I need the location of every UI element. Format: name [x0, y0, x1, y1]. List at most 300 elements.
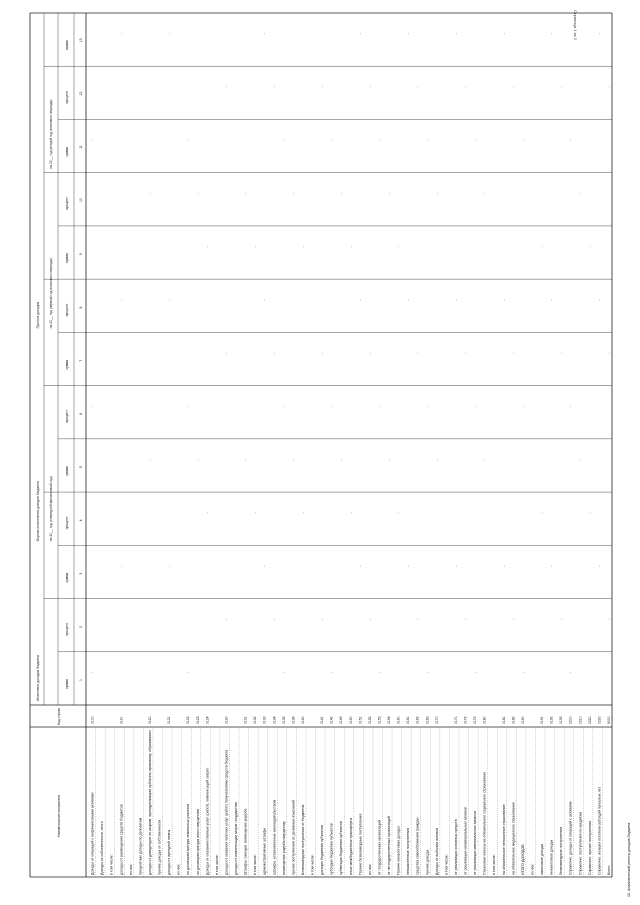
row-name: налоговые доходы	[540, 843, 545, 875]
header-column-number: 10	[79, 198, 83, 202]
header-column-number: 13	[79, 38, 83, 43]
row-code: 0162	[415, 716, 420, 724]
cell-value: -	[425, 139, 430, 141]
table-row	[215, 727, 220, 877]
row-name: Доходы от оказания платных услуг (работ), компенсаций затрат	[205, 768, 210, 875]
row-name: Прочие неналоговые доходы	[396, 826, 401, 875]
cell-value: -	[90, 139, 95, 141]
table-row	[311, 727, 316, 877]
cell-value: -	[195, 192, 200, 194]
header-next: Прогноз доходов	[36, 301, 40, 329]
cell-value: -	[434, 458, 439, 461]
cell-value: -	[578, 458, 583, 461]
cell-value: -	[540, 512, 545, 514]
row-code: 0192	[549, 716, 554, 724]
header-sum-pct: сумма	[65, 146, 69, 157]
cell-value: -	[587, 512, 592, 514]
table-row	[588, 245, 593, 877]
cell-value: -	[224, 352, 229, 354]
table-row	[358, 32, 363, 877]
header-sum-pct: процент	[65, 410, 69, 423]
header-code: Код строки	[57, 707, 61, 725]
header-column-number: 3	[79, 572, 83, 575]
row-name: прочие поступления от денежных взысканий	[291, 800, 296, 875]
cell-value: -	[406, 299, 411, 301]
row-name: административные штрафы	[262, 827, 267, 875]
cell-value: -	[463, 618, 468, 620]
row-code: 0124	[205, 716, 210, 724]
row-name: Справочно: возврат остатков субсидий прошлых лет	[597, 786, 602, 875]
header-sum-pct: процент	[65, 303, 69, 317]
cell-value: -	[205, 246, 210, 248]
table-row	[282, 139, 287, 877]
cell-value: -	[396, 512, 401, 514]
table-row	[177, 727, 182, 877]
header-sum-pct: сумма	[65, 679, 69, 690]
table-row	[91, 139, 96, 877]
cell-value: -	[559, 86, 564, 88]
row-name: на обязательное медицинское страхование	[511, 802, 516, 875]
cell-value: -	[377, 671, 382, 674]
row-name: Справочно: поступления по кредитам	[578, 812, 583, 875]
row-name: в том числе:	[214, 854, 219, 875]
cell-value: -	[167, 565, 172, 567]
cell-value: -	[367, 86, 372, 88]
table-row	[158, 727, 163, 877]
page-mark: Страница 1 из 2	[573, 10, 578, 40]
row-name: невыясненные поступления	[406, 828, 411, 875]
row-code: 0210	[578, 716, 583, 724]
table-row	[530, 727, 535, 877]
table-headers	[36, 38, 83, 837]
cell-value: -	[511, 618, 516, 620]
row-code: 9000	[607, 716, 611, 724]
row-name: из них:	[530, 863, 535, 875]
row-code: 0171	[453, 716, 458, 724]
row-code: 0141	[320, 716, 325, 724]
cell-value: -	[272, 86, 277, 88]
table-row	[473, 139, 478, 877]
row-name: по договорам аренды иного имущества	[195, 808, 200, 875]
cell-value: -	[434, 192, 439, 194]
header-plan: Оценка исполнения доходов бюджета	[36, 481, 40, 542]
row-name: возмещение ущерба имуществу	[281, 821, 286, 875]
cell-value: -	[501, 565, 506, 567]
cell-value: -	[549, 565, 554, 567]
row-code: 0150	[348, 716, 353, 724]
row-name: Безвозмездные поступления от бюджетов	[300, 804, 305, 875]
row-name: Всего	[607, 865, 611, 875]
row-code: 0190	[520, 716, 525, 724]
row-code: 0152	[367, 716, 372, 724]
cell-value: -	[520, 671, 525, 674]
row-name: в том числе:	[253, 854, 258, 875]
row-code: 0182	[511, 716, 516, 724]
cell-value: -	[482, 458, 487, 461]
header-sum-pct: процент	[65, 197, 69, 210]
row-code: 0132	[253, 716, 258, 724]
row-name: процентные доходы по депозитам	[138, 817, 143, 875]
row-name: штрафы, установленные законодательством	[272, 799, 277, 875]
cell-value: -	[482, 192, 487, 194]
cell-value: -	[549, 299, 554, 301]
cell-value: -	[348, 512, 353, 514]
cell-value: -	[387, 192, 392, 194]
header-column-number: 12	[79, 91, 83, 96]
header-name: Наименование показателя	[57, 794, 61, 837]
cell-value: -	[387, 458, 392, 461]
table-row	[597, 32, 602, 877]
cell-value: -	[243, 192, 248, 194]
cell-value: -	[559, 352, 564, 354]
header-column-number: 1	[79, 679, 83, 682]
cell-value: -	[425, 405, 430, 407]
cell-value: -	[540, 246, 545, 248]
row-code: 0230	[597, 716, 602, 724]
row-code: 0110	[119, 716, 124, 724]
header-column-number: 6	[79, 413, 83, 415]
cell-value: -	[607, 352, 611, 354]
row-name: иные межбюджетные трансферты	[348, 817, 353, 875]
row-name: доходы от арендной платы	[167, 829, 172, 875]
row-name: Справочно: доходы от операций с активами	[568, 801, 573, 875]
cell-value: -	[90, 671, 95, 674]
row-code: 0123	[195, 716, 200, 724]
header-sum-pct: сумма	[65, 253, 69, 264]
table-row	[110, 727, 115, 877]
header-sum-pct: сумма	[65, 359, 69, 370]
cell-value: -	[358, 33, 363, 35]
cell-value: -	[167, 33, 172, 35]
cell-value: -	[587, 246, 592, 248]
cell-value: -	[186, 405, 191, 407]
row-name: из них:	[367, 863, 372, 875]
cell-value: -	[272, 352, 277, 354]
cell-value: -	[597, 565, 602, 567]
table-row	[272, 86, 277, 877]
row-name: по договорам аренды земельных участков	[186, 803, 191, 875]
table-row	[129, 727, 134, 877]
table-row	[320, 86, 325, 877]
table-row	[464, 86, 469, 877]
row-name: от государственных организаций	[377, 820, 382, 875]
table-row	[502, 32, 507, 877]
cell-value: -	[377, 139, 382, 141]
table-rows	[91, 32, 612, 877]
table-row	[330, 139, 335, 877]
cell-value: -	[406, 565, 411, 567]
cell-value: -	[406, 33, 411, 35]
row-code: 0142	[329, 716, 334, 724]
cell-value: -	[281, 139, 286, 141]
row-name: Доходы от выбытия активов	[434, 827, 439, 875]
header-sub-plan-period2: на 20__ год (второй год планового периода)	[49, 99, 53, 169]
row-name: доходы от размещения средств бюджетов	[119, 804, 124, 875]
row-code: 0170	[434, 716, 439, 724]
cell-value: -	[320, 86, 325, 88]
table-row	[521, 139, 526, 877]
cell-value: -	[119, 565, 124, 567]
table-row	[569, 139, 574, 877]
table-row	[224, 86, 229, 877]
row-code: 0193	[559, 716, 564, 724]
cell-value: -	[559, 618, 564, 620]
table-row	[167, 32, 172, 877]
cell-value: -	[320, 352, 325, 354]
cell-value: -	[119, 299, 124, 301]
table-row	[435, 192, 440, 877]
header-forecast: Исполнено доходов бюджета	[36, 655, 40, 701]
cell-value: -	[300, 246, 305, 248]
table-grid	[30, 13, 612, 877]
cell-value: -	[568, 139, 573, 141]
cell-value: -	[549, 33, 554, 35]
cell-value: -	[597, 299, 602, 301]
table-row	[100, 727, 105, 877]
row-code: 0180	[482, 716, 487, 724]
cell-value: -	[367, 618, 372, 620]
cell-value: -	[473, 139, 478, 141]
row-name: Доходы от операций с нефинансовыми активами	[90, 792, 95, 875]
cell-value: -	[291, 458, 296, 461]
cell-value: -	[329, 139, 334, 141]
table-row	[607, 86, 612, 877]
cell-value: -	[253, 246, 258, 248]
cell-value: -	[463, 86, 468, 88]
cell-value: -	[281, 405, 286, 407]
row-name: от реализации нематериальных активов	[463, 807, 468, 875]
row-name: прочие доходы	[425, 849, 430, 875]
table-row	[263, 32, 268, 877]
cell-value: -	[167, 299, 172, 301]
cell-value: -	[520, 139, 525, 141]
header-column-number: 2	[79, 625, 83, 628]
cell-value: -	[147, 192, 152, 194]
table-row	[550, 32, 555, 877]
table-row	[301, 245, 306, 877]
table-row	[540, 245, 545, 877]
table-row	[234, 727, 239, 877]
row-name: субвенции бюджетам субъектов	[339, 821, 344, 875]
header-sum-pct: процент	[65, 90, 69, 104]
row-code: 0130	[224, 716, 229, 724]
row-name: в том числе:	[310, 854, 315, 875]
cell-value: -	[262, 33, 267, 35]
row-name: Штрафы, санкции, возмещение ущерба	[243, 808, 248, 875]
row-code: 0163	[425, 716, 430, 724]
row-code: 0133	[262, 716, 267, 724]
row-name: доходы от компенсации затрат государства	[234, 802, 239, 875]
table-row	[444, 727, 449, 877]
cell-value: -	[205, 512, 210, 514]
row-name: дотации бюджетам субъектов	[320, 825, 325, 875]
table-row	[425, 139, 430, 877]
table-row	[397, 245, 402, 877]
table-row	[511, 86, 516, 877]
header-sub-period: на 20__ год (очередной финансовый год)	[49, 476, 53, 542]
cell-value: -	[501, 33, 506, 35]
cell-value: -	[453, 299, 458, 301]
row-code: 0135	[281, 716, 286, 724]
header-column-number: 5	[79, 466, 83, 469]
cell-value: -	[348, 246, 353, 248]
row-code: 0161	[406, 716, 411, 724]
table-row	[406, 32, 411, 877]
cell-value: -	[224, 618, 229, 620]
row-name: Доходы от собственности, итого	[100, 821, 105, 875]
row-code: 0191	[540, 716, 545, 724]
cell-value: -	[377, 405, 382, 407]
table-row	[244, 192, 249, 877]
cell-value: -	[253, 512, 258, 514]
row-code: 0173	[473, 716, 478, 724]
row-name: неналоговые доходы	[549, 839, 554, 875]
cell-value: -	[272, 618, 277, 620]
table-row	[291, 192, 296, 877]
header-sum-pct: сумма	[65, 40, 69, 51]
cell-value: -	[607, 618, 611, 620]
row-name: из них:	[176, 863, 181, 875]
row-code: 0160	[396, 716, 401, 724]
cell-value: -	[262, 565, 267, 567]
table-row	[368, 86, 373, 877]
row-code: 0143	[339, 716, 344, 724]
row-name: на обязательное пенсионное страхование	[501, 804, 506, 875]
table-row	[186, 139, 191, 877]
table-row	[148, 192, 153, 877]
cell-value: -	[396, 246, 401, 248]
row-code: 0181	[501, 716, 506, 724]
header-column-number: 4	[79, 519, 83, 522]
row-name: от реализации материальных запасов	[473, 810, 478, 875]
header-column-number: 11	[79, 145, 83, 149]
cell-value: -	[195, 458, 200, 461]
cell-value: -	[291, 192, 296, 194]
table-row	[205, 245, 210, 877]
row-name: от реализации основных средств	[453, 819, 458, 875]
row-code: 0200	[568, 716, 573, 724]
cell-value: -	[568, 671, 573, 674]
table-row	[578, 192, 583, 877]
table-row	[387, 192, 392, 877]
cell-value: -	[520, 405, 525, 407]
table-row	[416, 86, 421, 877]
header-sum-pct: процент	[65, 516, 69, 530]
cell-value: -	[473, 671, 478, 674]
cell-value: -	[281, 671, 286, 674]
cell-value: -	[320, 618, 325, 620]
row-name: ИТОГО ДОХОДОВ	[520, 844, 525, 875]
row-name: в том числе:	[444, 854, 449, 875]
cell-value: -	[578, 192, 583, 194]
cell-value: -	[415, 86, 420, 88]
cell-value: -	[186, 671, 191, 674]
table-row	[196, 192, 201, 877]
cell-value: -	[329, 671, 334, 674]
table-row	[377, 139, 382, 877]
section-title: 12. Аналитический реестр доходов бюджета	[627, 822, 631, 897]
table-row	[339, 192, 344, 877]
row-name: средства самообложения граждан	[415, 817, 420, 875]
cell-value: -	[243, 458, 248, 461]
cell-value: -	[147, 458, 152, 461]
row-code: 0131	[243, 716, 248, 724]
cell-value: -	[262, 299, 267, 301]
header-column-number: 8	[79, 306, 83, 309]
table-row	[349, 245, 354, 877]
table-row	[454, 32, 459, 877]
cell-value: -	[186, 139, 191, 141]
row-name: в том числе:	[492, 854, 497, 875]
row-code: 0121	[167, 716, 172, 724]
row-code: 0220	[587, 716, 592, 724]
cell-value: -	[511, 352, 516, 354]
header-sum-pct: сумма	[65, 466, 69, 477]
header-column-number: 9	[79, 253, 83, 256]
row-name: субсидии бюджетам субъектов	[329, 823, 334, 875]
cell-value: -	[473, 405, 478, 407]
table-row	[253, 245, 258, 877]
row-name: прочие доходы от собственности	[157, 819, 162, 875]
cell-value: -	[607, 86, 611, 88]
cell-value: -	[90, 405, 95, 407]
cell-value: -	[453, 565, 458, 567]
row-name: доходы от дивидендов по акциям, принадлежащим публично-правовому образованию	[147, 730, 152, 875]
row-name: безвозмездные поступления	[559, 827, 564, 875]
cell-value: -	[119, 33, 124, 35]
cell-value: -	[568, 405, 573, 407]
row-code: 0140	[300, 716, 305, 724]
cell-value: -	[339, 458, 344, 461]
header-sum-pct: процент	[65, 622, 69, 636]
row-name: от негосударственных организаций	[387, 816, 392, 875]
row-name: доходы от оказания платных услуг (работ) получателями средств бюджета	[224, 749, 229, 875]
header-sub-plan-period: на 20__ год (первый год планового периода)	[49, 258, 53, 329]
cell-value: -	[358, 565, 363, 567]
cell-value: -	[425, 671, 430, 674]
cell-value: -	[415, 618, 420, 620]
cell-value: -	[358, 299, 363, 301]
cell-value: -	[501, 299, 506, 301]
row-code: 0136	[291, 716, 296, 724]
header-sum-pct: сумма	[65, 572, 69, 583]
table-row	[138, 727, 143, 877]
table-row	[119, 32, 124, 877]
cell-value: -	[597, 33, 602, 35]
cell-value: -	[415, 352, 420, 354]
cell-value: -	[367, 352, 372, 354]
row-name: Справочно: прочие поступления	[587, 820, 592, 875]
cell-value: -	[511, 86, 516, 88]
cell-value: -	[329, 405, 334, 407]
row-code: 0122	[186, 716, 191, 724]
cell-value: -	[339, 192, 344, 194]
row-code: 0151	[358, 716, 363, 724]
row-name: из них:	[128, 863, 133, 875]
row-code: 0120	[147, 716, 152, 724]
row-code: 0134	[272, 716, 277, 724]
cell-value: -	[224, 86, 229, 88]
table-row	[559, 86, 564, 877]
row-name: Прочие безвозмездные поступления	[358, 813, 363, 875]
cell-value: -	[463, 352, 468, 354]
row-code: 0154	[387, 716, 392, 724]
row-name: Страховые взносы на обязательное социальное страхование	[482, 771, 487, 875]
row-code: 0172	[463, 716, 468, 724]
table-row	[483, 192, 488, 877]
row-name: в том числе:	[109, 854, 114, 875]
row-code: 0100	[90, 716, 95, 724]
